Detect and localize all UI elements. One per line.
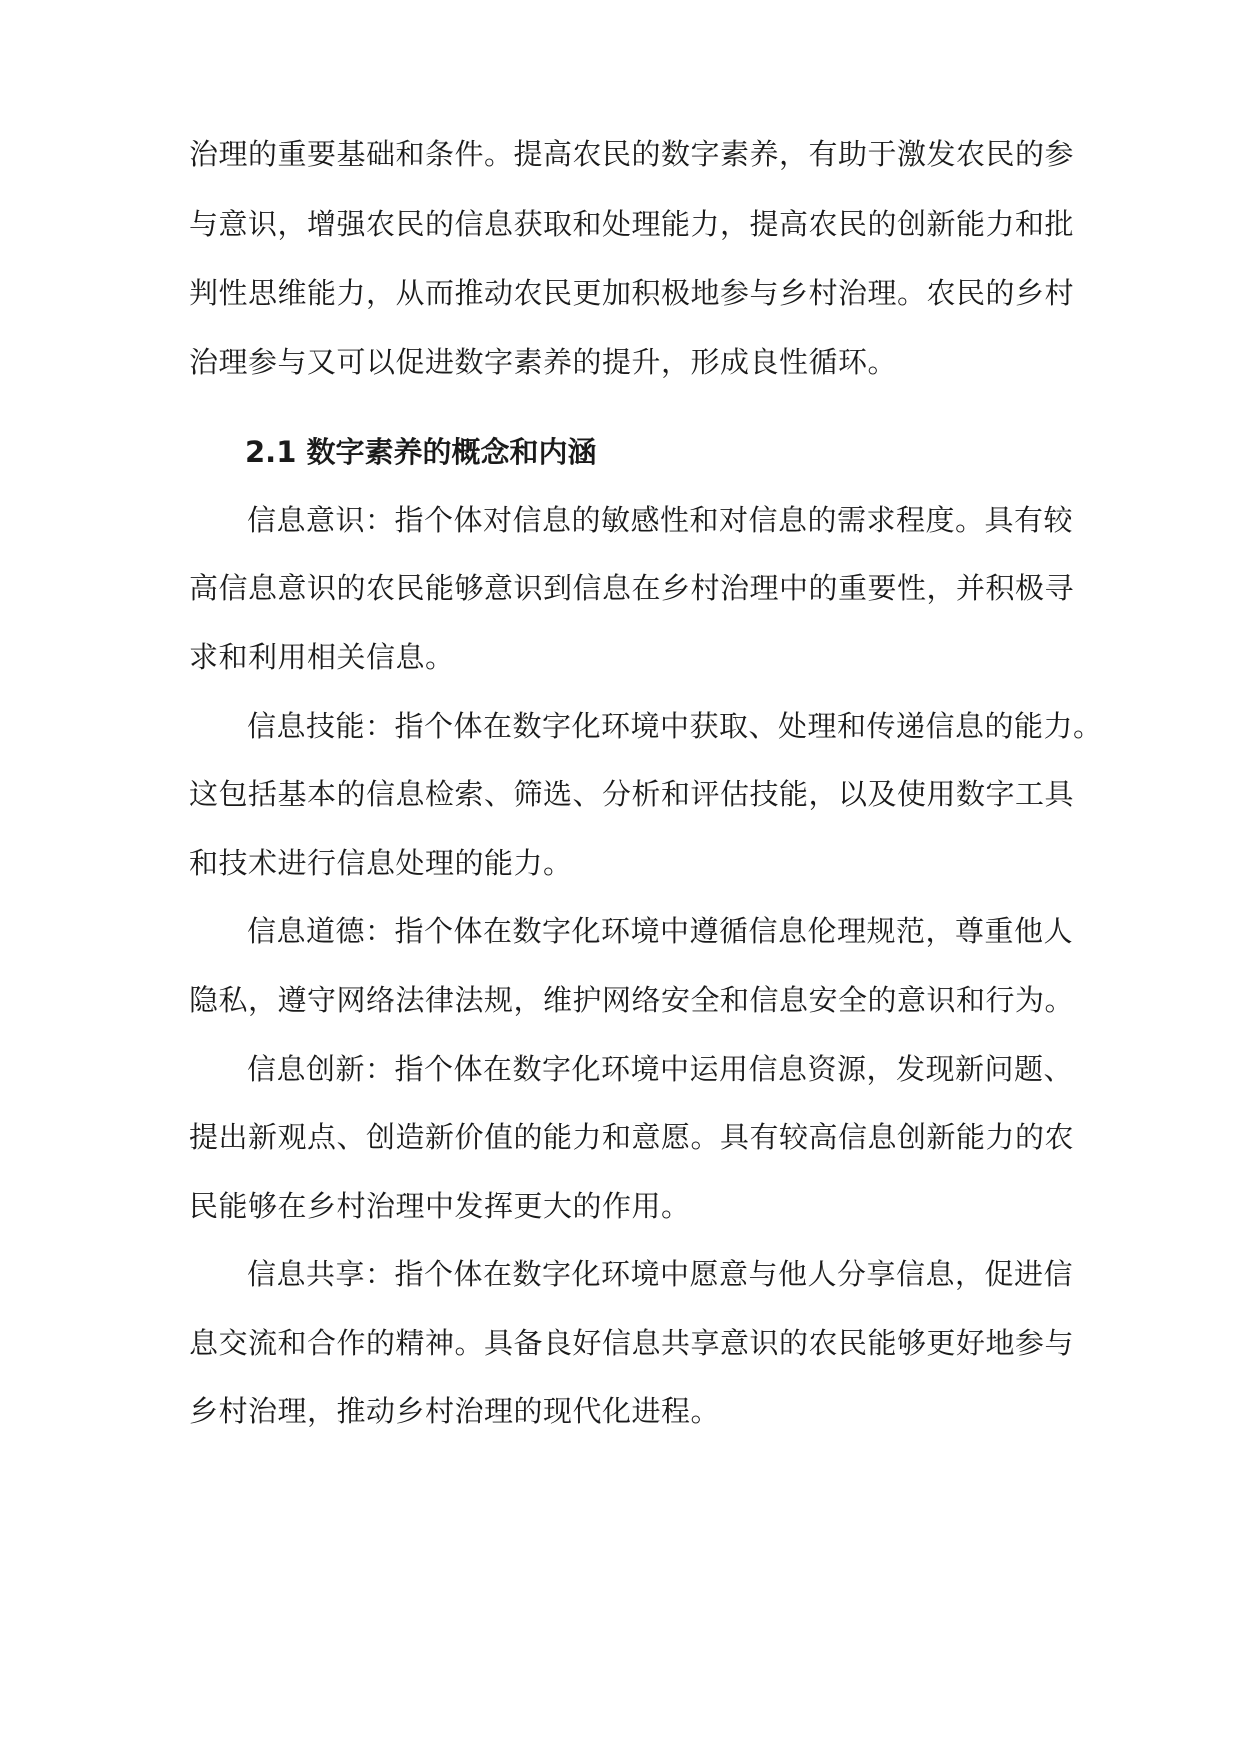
intro-line-1: 治理的重要基础和条件。提高农民的数字素养，有助于激发农民的参	[189, 137, 1075, 171]
paragraph-3-line-2: 隐私，遵守网络法律法规，维护网络安全和信息安全的意识和行为。	[189, 983, 1075, 1017]
paragraph-4-line-3: 民能够在乡村治理中发挥更大的作用。	[189, 1189, 691, 1223]
paragraph-2-line-2: 这包括基本的信息检索、筛选、分析和评估技能，以及使用数字工具	[189, 777, 1075, 811]
paragraph-1-line-1: 信息意识：指个体对信息的敏感性和对信息的需求程度。具有较	[247, 503, 1074, 537]
paragraph-5-line-3: 乡村治理，推动乡村治理的现代化进程。	[189, 1394, 721, 1428]
intro-line-2: 与意识，增强农民的信息获取和处理能力，提高农民的创新能力和批	[189, 207, 1075, 241]
section-heading: 2.1 数字素养的概念和内涵	[245, 435, 597, 469]
paragraph-1-line-2: 高信息意识的农民能够意识到信息在乡村治理中的重要性，并积极寻	[189, 571, 1075, 605]
paragraph-2-line-3: 和技术进行信息处理的能力。	[189, 846, 573, 880]
paragraph-3-line-1: 信息道德：指个体在数字化环境中遵循信息伦理规范，尊重他人	[247, 914, 1074, 948]
intro-line-3: 判性思维能力，从而推动农民更加积极地参与乡村治理。农民的乡村	[189, 276, 1075, 310]
paragraph-4-line-2: 提出新观点、创造新价值的能力和意愿。具有较高信息创新能力的农	[189, 1120, 1075, 1154]
paragraph-5-line-1: 信息共享：指个体在数字化环境中愿意与他人分享信息，促进信	[247, 1257, 1074, 1291]
paragraph-4-line-1: 信息创新：指个体在数字化环境中运用信息资源，发现新问题、	[247, 1052, 1074, 1086]
paragraph-5-line-2: 息交流和合作的精神。具备良好信息共享意识的农民能够更好地参与	[189, 1326, 1075, 1360]
intro-line-4: 治理参与又可以促进数字素养的提升，形成良性循环。	[189, 345, 898, 379]
paragraph-1-line-3: 求和利用相关信息。	[189, 640, 455, 674]
paragraph-2-line-1: 信息技能：指个体在数字化环境中获取、处理和传递信息的能力。	[247, 709, 1103, 743]
